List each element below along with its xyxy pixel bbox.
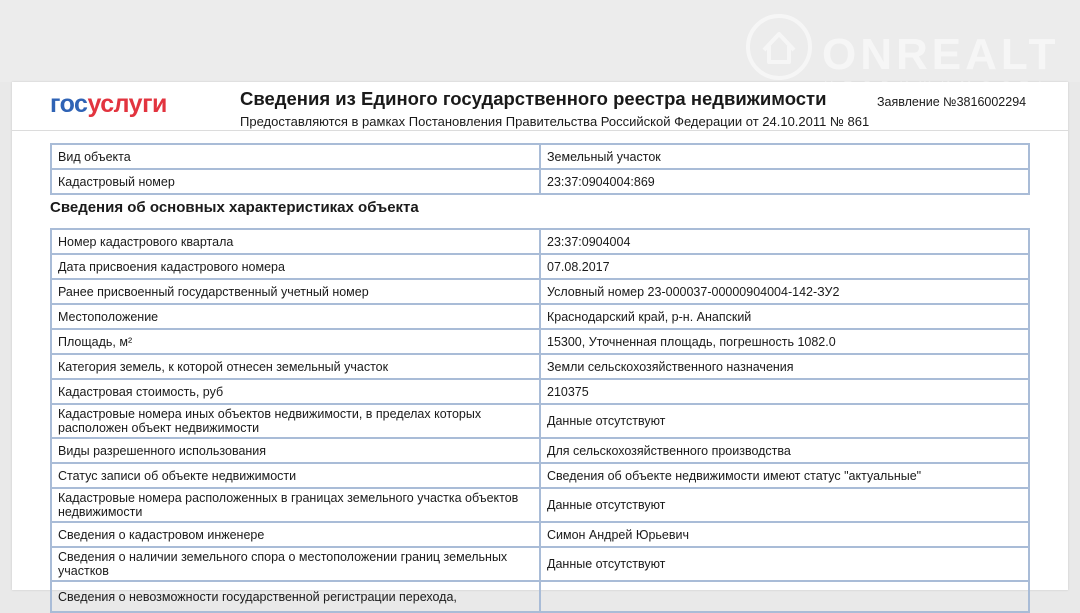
field-value: Сведения об объекте недвижимости имеют статус "актуальные" (540, 463, 1029, 488)
table-row (51, 581, 1029, 612)
header-divider (12, 130, 1068, 131)
table-row (51, 404, 1029, 438)
table-row (51, 463, 1029, 488)
field-label: Вид объекта (51, 144, 540, 169)
field-value: 07.08.2017 (540, 254, 1029, 279)
field-label: Кадастровые номера расположенных в границах земельного участка объектов недвижимости (51, 488, 540, 522)
statement-number: Заявление №3816002294 (877, 95, 1027, 109)
table-row (51, 488, 1029, 522)
field-label: Виды разрешенного использования (51, 438, 540, 463)
table-row (51, 522, 1029, 547)
field-value: 15300, Уточненная площадь, погрешность 1082.0 (540, 329, 1029, 354)
table-row (51, 354, 1029, 379)
details-table (50, 228, 1030, 613)
field-value (540, 581, 1029, 612)
watermark-logo (744, 12, 1064, 92)
field-label: Кадастровые номера иных объектов недвижимости, в пределах которых расположен объект недвижимости (51, 404, 540, 438)
field-label: Сведения о невозможности государственной регистрации перехода, (51, 581, 540, 612)
document-sheet (12, 82, 1068, 604)
field-value: Земельный участок (540, 144, 1029, 169)
details-table-body (51, 229, 1029, 612)
field-label: Номер кадастрового квартала (51, 229, 540, 254)
field-label: Кадастровый номер (51, 169, 540, 194)
object-table-body (51, 144, 1029, 194)
watermark-brand: ONREALT (822, 30, 1060, 79)
table-row (51, 304, 1029, 329)
field-value: Данные отсутствуют (540, 547, 1029, 581)
document-subtitle: Предоставляются в рамках Постановления Правительства Российской Федерации от 24.10.2011 № 861 (240, 114, 870, 129)
field-value: Симон Андрей Юрьевич (540, 522, 1029, 547)
gosuslugi-logo (50, 90, 167, 119)
field-value: Для сельскохозяйственного производства (540, 438, 1029, 463)
field-value: 23:37:0904004 (540, 229, 1029, 254)
table-row (51, 279, 1029, 304)
field-label: Площадь, м² (51, 329, 540, 354)
field-value: Данные отсутствуют (540, 488, 1029, 522)
field-value: Краснодарский край, р-н. Анапский (540, 304, 1029, 329)
table-row (51, 329, 1029, 354)
field-label: Статус записи об объекте недвижимости (51, 463, 540, 488)
field-label: Категория земель, к которой отнесен земельный участок (51, 354, 540, 379)
field-value: 210375 (540, 379, 1029, 404)
section-title: Сведения об основных характеристиках объекта (50, 199, 419, 216)
field-value: Земли сельскохозяйственного назначения (540, 354, 1029, 379)
table-row (51, 229, 1029, 254)
field-value: 23:37:0904004:869 (540, 169, 1029, 194)
field-value: Условный номер 23-000037-00000904004-142-ЗУ2 (540, 279, 1029, 304)
table-row (51, 169, 1029, 194)
field-label: Дата присвоения кадастрового номера (51, 254, 540, 279)
house-icon (744, 12, 814, 82)
object-table (50, 143, 1030, 195)
table-row (51, 254, 1029, 279)
document-title: Сведения из Единого государственного реестра недвижимости (240, 88, 827, 109)
field-label: Местоположение (51, 304, 540, 329)
field-label: Сведения о наличии земельного спора о местоположении границ земельных участков (51, 547, 540, 581)
logo-part-1: гос (50, 90, 88, 118)
table-row (51, 547, 1029, 581)
field-label: Сведения о кадастровом инженере (51, 522, 540, 547)
table-row (51, 144, 1029, 169)
table-row (51, 438, 1029, 463)
field-label: Кадастровая стоимость, руб (51, 379, 540, 404)
field-value: Данные отсутствуют (540, 404, 1029, 438)
logo-part-2: услуги (87, 90, 167, 118)
table-row (51, 379, 1029, 404)
field-label: Ранее присвоенный государственный учетный номер (51, 279, 540, 304)
